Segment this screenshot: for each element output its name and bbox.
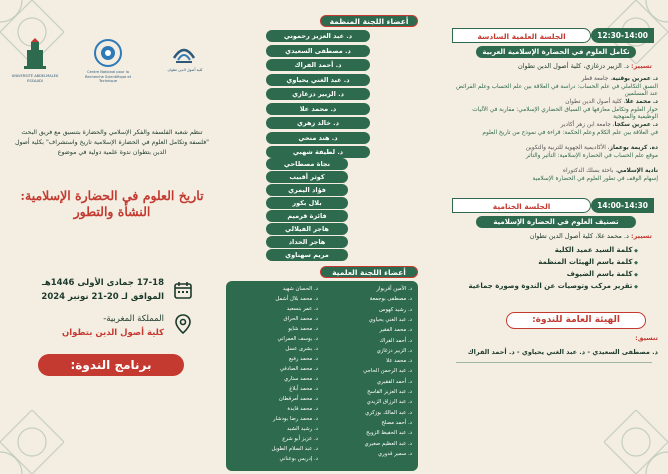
session-six-name: الجلسة العلمية السادسة (452, 28, 591, 43)
talk-affiliation: ، باحثة بسلك الدكتوراه (562, 168, 618, 174)
location-pin-icon (175, 314, 191, 334)
scientific-member: د. عبد الرزاق الزيدي (366, 399, 412, 406)
organizing-student-member: فائزة قرميم (266, 210, 348, 222)
talk-affiliation: ، جامعة ابن زهر أكادير (560, 122, 615, 128)
talk-item (452, 122, 658, 137)
organizing-committee-title: أعضاء اللجنة المنظمة (320, 15, 418, 27)
university-logo (22, 38, 48, 72)
scientific-member: د. محمد علا (386, 358, 412, 365)
scientific-member: د. رشيد الشيد (287, 426, 318, 432)
organizing-student-member: فؤاد اليمري (266, 184, 348, 196)
scientific-committee-title: أعضاء اللجنة العلمية (320, 266, 418, 278)
intro-text: تنظم شعبة الفلسفة والفكر الإسلامي والحضارة بتنسيق مع فريق البحث "فلسفة وتكامل العلوم في الحضارة الإسلامية تاريخ واستشراف" بكلية أصول الدين بتطوان ندوة علمية دولية في موضوع (14, 129, 210, 156)
chair-label: تسيير: (630, 62, 652, 70)
calendar-icon (173, 280, 193, 300)
location-faculty: كلية أصول الدين بتطوان (61, 328, 164, 338)
session-six-chair (518, 62, 652, 70)
scientific-member: د. محمد قايدة (287, 406, 318, 412)
organizing-member: د. عبد الغني يحياوي (266, 74, 370, 86)
organizing-student-member: مريم سهناوي (266, 249, 348, 261)
scientific-member: د. محمد الحراق (283, 316, 318, 322)
main-title-line2: النشأة والتطور (73, 204, 151, 219)
scientific-member: د. مصطفى بوجمعة (369, 296, 412, 303)
organizing-member: د. مصطفى السعيدي (266, 45, 370, 57)
session-six-subtitle: تكامل العلوم في الحضارة الإسلامية العربية (476, 46, 636, 58)
scientific-member: د. عبد السلام الطويل (271, 446, 318, 452)
closing-item: ◆ كلمة باسم الهيئات المنظمة (538, 258, 638, 266)
scientific-member: د. عمر بنسعيد (286, 306, 318, 312)
scientific-member: د. محمد أمرقطان (278, 396, 318, 402)
scientific-member: د. محمد رضا بودشار (272, 416, 318, 422)
science-center-logo-caption: Centre National pour la Recherche Scientifique et Technique (85, 70, 131, 83)
organizing-member: د. هند منحي (266, 132, 370, 144)
talk-speaker: د. عمرين سكجا (614, 122, 658, 128)
organizing-student-member: هاجر الفيلالي (266, 223, 348, 235)
main-title-line1: تاريخ العلوم في الحضارة الإسلامية: (20, 188, 204, 203)
scientific-member: د. محمد أبلاغ (289, 386, 318, 392)
date-hijri: 17-18 جمادى الأولى 1446هـ (41, 278, 164, 288)
scientific-member: د. محمد بلال أشمل (275, 296, 318, 302)
talk-item (452, 168, 658, 183)
program-column (446, 0, 668, 474)
talk-affiliation: ، جامعة قطر (581, 76, 613, 82)
committees-column (222, 0, 446, 474)
date-gregorian: الموافق لـ 20-21 نونبر 2024 (41, 292, 164, 302)
talk-affiliation: ، الأكاديمية الجهوية للتربية والتكوين (525, 145, 610, 151)
closing-session-name: الجلسة الختامية (452, 198, 591, 213)
scientific-member: د. محمد رفيع (288, 356, 318, 362)
closing-item: ◆ تقرير مركب وتوصيات عن الندوة وصورة جماعية (469, 282, 638, 290)
scientific-member: د. محمد الفقير (379, 327, 412, 334)
talk-speaker: نادية الإسلامي (617, 168, 658, 174)
closing-item: ◆ كلمة باسم الضيوف (567, 270, 638, 278)
closing-session-subtitle: تصنيف العلوم في الحضارة الإسلامية (476, 216, 636, 228)
closing-session-header (452, 198, 654, 213)
chair-label: تسيير: (630, 232, 652, 240)
organizing-member: د. لطيفة شهبي (266, 146, 370, 158)
scientific-member: د. أحمد الفراك (379, 337, 412, 344)
location-country: المملكة المغربية- (103, 314, 164, 324)
scientific-member: د. يوسف العمراني (277, 336, 318, 342)
general-committee-title: الهيئة العامة للندوة: (506, 312, 646, 329)
scientific-member: د. محمد شايو (288, 326, 318, 332)
talk-speaker: د. عمرين بوقنية (612, 76, 658, 82)
talk-title: في العلاقة بين علم الكلام وعلم الحكمة: قراءة في نموذج من تاريخ العلوم (482, 129, 658, 136)
scientific-member: د. محمد الصادقي (279, 366, 318, 372)
scientific-member: د. عزيز أبو شرع (282, 436, 318, 442)
scientific-member: د. الأمين أقريوار (376, 286, 412, 292)
faculty-logo (170, 38, 198, 66)
scientific-member: د. عبد العزيز القاسح (367, 389, 412, 395)
talk-speaker: دة. كريمة بوعماز (609, 145, 658, 151)
scientific-member: د. بشرى عسل (285, 346, 318, 352)
talk-item (452, 145, 658, 160)
coord-label: تنسيق: (635, 334, 658, 342)
faculty-logo-caption: كلية أصول الدين تطوان (167, 68, 203, 72)
closing-session-time: 14:00-14:30 (591, 198, 654, 213)
organizing-member: د. الزبير دزغازي (266, 88, 370, 100)
scientific-member: د. إدريس بوعناني (279, 456, 318, 462)
talk-title: النسق التكاملي في علم الحساب: دراسة في العلاقة بين علم الحساب وعلم الفرائض عند المسلمين (456, 83, 658, 97)
scientific-member: د. رشيد كهوس (379, 306, 412, 313)
talk-item (452, 99, 658, 122)
talk-title: إسهام الوقف في تطور العلوم في الحضارة الإسلامية (532, 175, 658, 182)
scientific-member: د. سمير قدوري (377, 450, 412, 457)
program-banner: برنامج الندوة: (38, 354, 184, 376)
organizing-member: د. خالد زهري (266, 117, 370, 129)
chair-name: د. الزبير دزغازي، كلية أصول الدين تطوان (517, 62, 629, 70)
session-six-time: 12:30-14:00 (591, 28, 654, 43)
scientific-member: د. أحمد مصلح (381, 419, 412, 426)
title-column (0, 0, 222, 474)
organizing-student-member: هاجر الحداد (266, 236, 348, 248)
scientific-member: د. أحمد الفقيري (376, 378, 412, 385)
organizing-member: د. أحمد الفراك (266, 59, 370, 71)
coordination-label (635, 334, 658, 342)
session-six-header (452, 28, 654, 43)
talk-title: موقع علم الحساب في الحضارة الإسلامية: التأثير والتأثر (525, 152, 658, 159)
science-center-logo (93, 38, 123, 68)
university-logo-caption: UNIVERSITÉ ABDELMALEK ESSAADI (11, 74, 59, 83)
closing-session-chair (530, 232, 652, 240)
talk-item (452, 76, 658, 99)
talk-affiliation: ، كلية أصول الدين تطوان (565, 99, 626, 105)
organizing-student-member: كوثر أقبيب (266, 171, 348, 183)
organizing-member: د. محمد علا (266, 103, 370, 115)
scientific-member: د. عبد الرحمن الحاجي (363, 368, 412, 375)
closing-item: ◆ كلمة السيد عميد الكلية (555, 246, 638, 254)
scientific-member: د. محمد ستاري (284, 376, 318, 382)
divider (456, 362, 652, 363)
main-title (12, 188, 212, 220)
scientific-member: د. عبد المالك بوزكري (365, 409, 412, 416)
chair-name: د. محمد علا، كلية أصول الدين تطوان (529, 232, 629, 240)
organizing-student-member: نجاة مصطاحي (266, 158, 348, 170)
talk-speaker: د. محمد علا (625, 99, 658, 105)
scientific-member: د. عبد العظيم صغيري (364, 440, 412, 447)
organizing-member: د. عبد العزيز رحموني (266, 30, 370, 42)
scientific-member: د. الحسان شهيد (282, 286, 318, 292)
organizing-student-member: بلال بكور (266, 197, 348, 209)
scientific-member: د. عبد الغني يحياوي (368, 316, 412, 323)
talk-title: حوار العلوم وتكامل معارفها في السياق الحضاري الإسلامي: مقاربة في الآليات الوظيفية والمنهجية (472, 106, 658, 120)
coordinators: د. مصطفى السعيدي - د. عبد الغني يحياوي - د. أحمد الفراك (467, 348, 658, 356)
scientific-member: د. عبد الحفيظ الزويح (366, 430, 412, 437)
scientific-member: د. الزبير دزغازي (376, 347, 412, 354)
